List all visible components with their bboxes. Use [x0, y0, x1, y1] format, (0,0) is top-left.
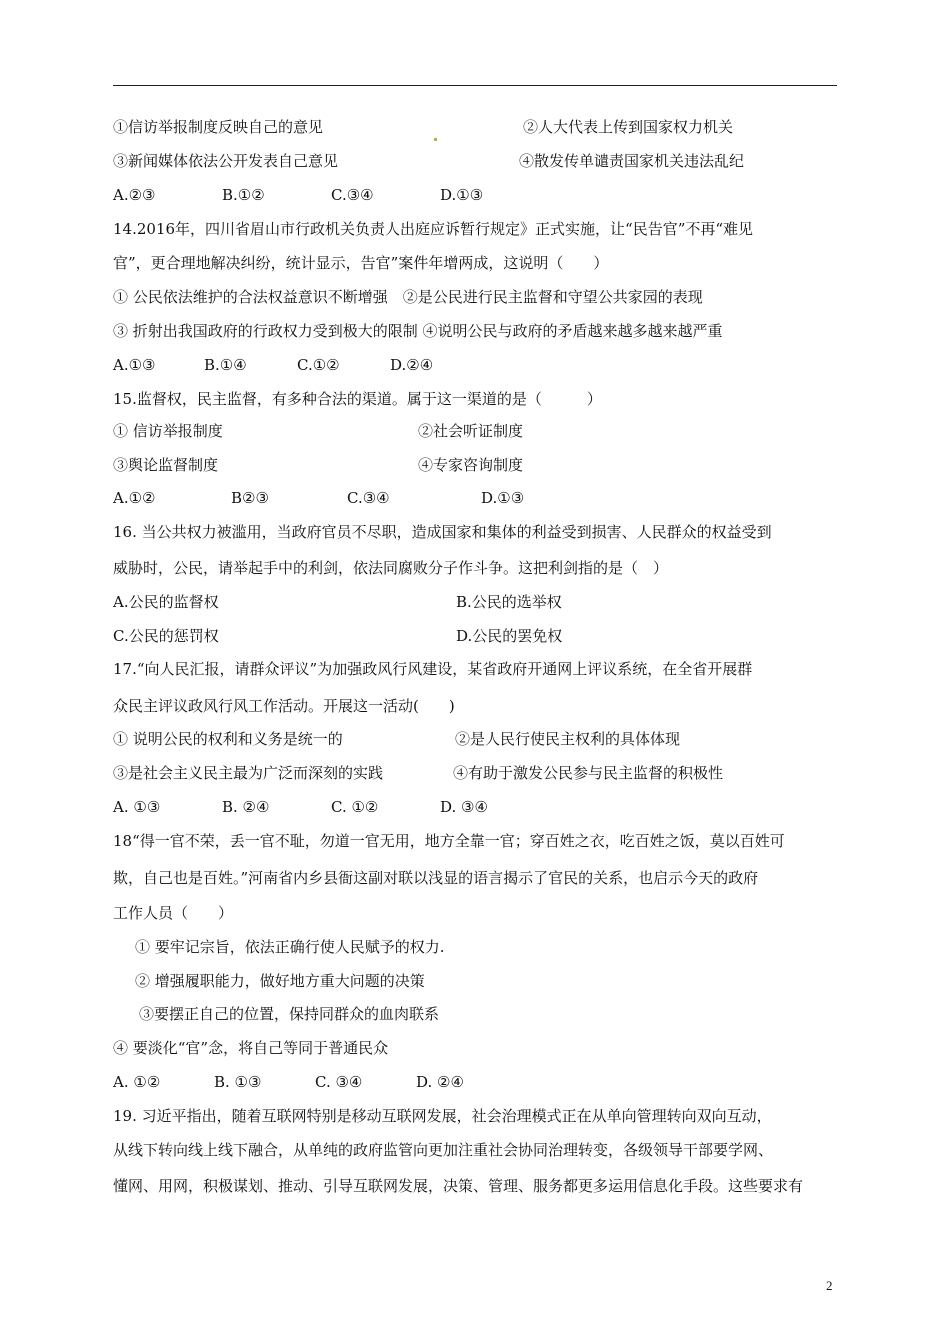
text-line: B②③ [231, 489, 269, 507]
text-line: C. ③④ [315, 1073, 363, 1091]
text-line: B. ②④ [222, 798, 270, 816]
text-line: B. ①③ [214, 1073, 262, 1091]
text-line: ③ 折射出我国政府的行政权力受到极大的限制 ④说明公民与政府的矛盾越来越多越来越严重 [113, 322, 723, 340]
header-rule [113, 85, 837, 86]
text-line: B.①④ [204, 356, 247, 374]
text-line: ③新闻媒体依法公开发表自己意见 [113, 152, 339, 170]
text-line: D. ②④ [416, 1073, 464, 1091]
text-line: A.公民的监督权 [113, 593, 219, 611]
text-line: D.②④ [390, 356, 434, 374]
text-line: D.①③ [481, 489, 525, 507]
stray-mark [434, 138, 437, 141]
text-line: 19. 习近平指出，随着互联网特别是移动互联网发展，社会治理模式正在从单向管理转向双向互动， [113, 1107, 772, 1125]
text-line: B.①② [222, 186, 265, 204]
text-line: C. ①② [331, 798, 379, 816]
text-line: A. ①③ [113, 798, 161, 816]
text-line: 15.监督权，民主监督，有多种合法的渠道。属于这一渠道的是（ ） [113, 390, 602, 408]
text-line: ① 信访举报制度 [113, 422, 223, 440]
text-line: ① 说明公民的权利和义务是统一的 [113, 730, 343, 748]
text-line: A. ①② [113, 1073, 161, 1091]
text-line: A.①③ [113, 356, 156, 374]
text-line: 欺，自己也是百姓。”河南省内乡县衙这副对联以浅显的语言揭示了官民的关系，也启示今天的政府 [113, 869, 759, 887]
text-line: A.②③ [113, 186, 156, 204]
text-line: ④专家咨询制度 [418, 456, 524, 474]
text-line: ④ 要淡化“官”念，将自己等同于普通民众 [113, 1039, 389, 1057]
text-line: 14.2016年，四川省眉山市行政机关负责人出庭应诉暂行规定》正式实施，让“民告官”不再“难见 [113, 220, 754, 238]
text-line: 18“得一官不荣，丢一官不耻，勿道一官无用，地方全靠一官；穿百姓之衣，吃百姓之饭，莫以百姓可 [113, 832, 785, 850]
text-line: D. ③④ [440, 798, 488, 816]
text-line: C.③④ [347, 489, 390, 507]
text-line: ② 增强履职能力，做好地方重大问题的决策 [135, 972, 425, 990]
text-line: ③是社会主义民主最为广泛而深刻的实践 [113, 764, 384, 782]
text-line: 众民主评议政风行风工作活动。开展这一活动( ) [113, 697, 455, 715]
text-line: ②是人民行使民主权利的具体体现 [455, 730, 681, 748]
text-line: D.公民的罢免权 [456, 627, 563, 645]
text-line: 从线下转向线上线下融合，从单纯的政府监管向更加注重社会协同治理转变，各级领导干部要学网、 [113, 1141, 774, 1159]
text-line: 工作人员（ ） [113, 904, 234, 922]
text-line: ① 公民依法维护的合法权益意识不断增强 ②是公民进行民主监督和守望公共家园的表现 [113, 288, 703, 306]
text-line: ②人大代表上传到国家权力机关 [523, 118, 734, 136]
page-number: 2 [826, 1278, 833, 1293]
text-line: C.①② [297, 356, 340, 374]
text-line: 威胁时，公民，请举起手中的利剑，依法同腐败分子作斗争。这把利剑指的是（ ） [113, 559, 669, 577]
text-line: B.公民的选举权 [456, 593, 562, 611]
text-line: 17.“向人民汇报，请群众评议”为加强政风行风建设，某省政府开通网上评议系统，在全省开展群 [113, 660, 753, 678]
text-line: ④有助于激发公民参与民主监督的积极性 [453, 764, 724, 782]
text-line: ①信访举报制度反映自己的意见 [113, 118, 324, 136]
text-line: ④散发传单谴责国家机关违法乱纪 [519, 152, 745, 170]
text-line: ① 要牢记宗旨，依法正确行使人民赋予的权力. [135, 938, 445, 956]
text-line: ③舆论监督制度 [113, 456, 219, 474]
text-line: C.公民的惩罚权 [113, 627, 219, 645]
text-line: C.③④ [331, 186, 374, 204]
text-line: 官”，更合理地解决纠纷，统计显示，告官”案件年增两成，这说明（ ） [113, 254, 609, 272]
text-line: ③要摆正自己的位置，保持同群众的血肉联系 [139, 1005, 440, 1023]
text-line: 16. 当公共权力被滥用，当政府官员不尽职，造成国家和集体的利益受到损害、人民群众的权益受到 [113, 523, 772, 541]
text-line: ②社会听证制度 [418, 422, 524, 440]
text-line: D.①③ [440, 186, 484, 204]
text-line: A.①② [113, 489, 156, 507]
text-line: 懂网、用网，积极谋划、推动、引导互联网发展，决策、管理、服务都更多运用信息化手段。这些要求有 [113, 1177, 804, 1195]
